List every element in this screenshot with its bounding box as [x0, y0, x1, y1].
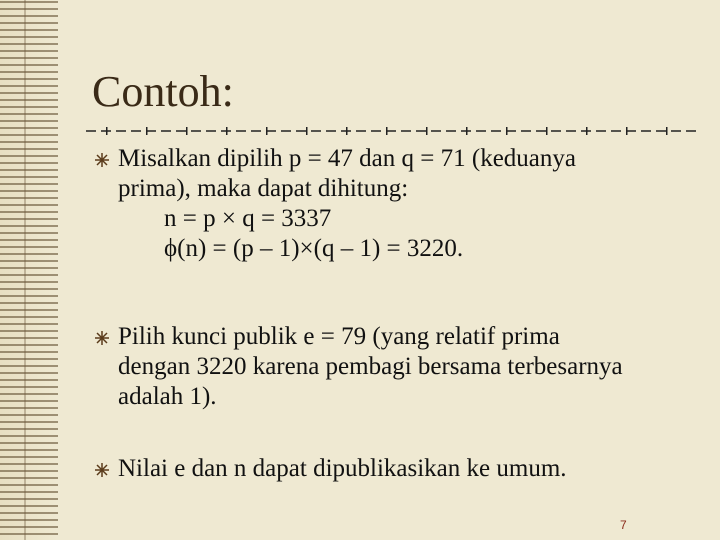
bullet-item	[94, 322, 684, 412]
page-number: 7	[620, 518, 627, 532]
bullet-line: Pilih kunci publik e = 79 (yang relatif prima	[118, 323, 560, 350]
bullet-star-icon	[94, 152, 110, 168]
bullet-line: dengan 3220 karena pembagi bersama terbesarnya	[118, 353, 623, 380]
formula-n: n = p × q = 3337	[164, 205, 332, 232]
bullet-star-icon	[94, 462, 110, 478]
bullet-item	[94, 454, 684, 484]
bullet-line: adalah 1).	[118, 383, 217, 410]
bullet-line: Nilai e dan n dapat dipublikasikan ke umum.	[118, 455, 567, 482]
slide-title: Contoh:	[92, 67, 234, 116]
bullet-item	[94, 144, 684, 264]
bullet-line: Misalkan dipilih p = 47 dan q = 71 (keduanya	[118, 145, 576, 172]
title-divider	[86, 124, 696, 138]
bullet-star-icon	[94, 330, 110, 346]
formula-phi: ϕ(n) = (p – 1)×(q – 1) = 3220.	[164, 235, 464, 262]
bullet-line: prima), maka dapat dihitung:	[118, 175, 409, 202]
spiral-binding	[0, 0, 58, 540]
